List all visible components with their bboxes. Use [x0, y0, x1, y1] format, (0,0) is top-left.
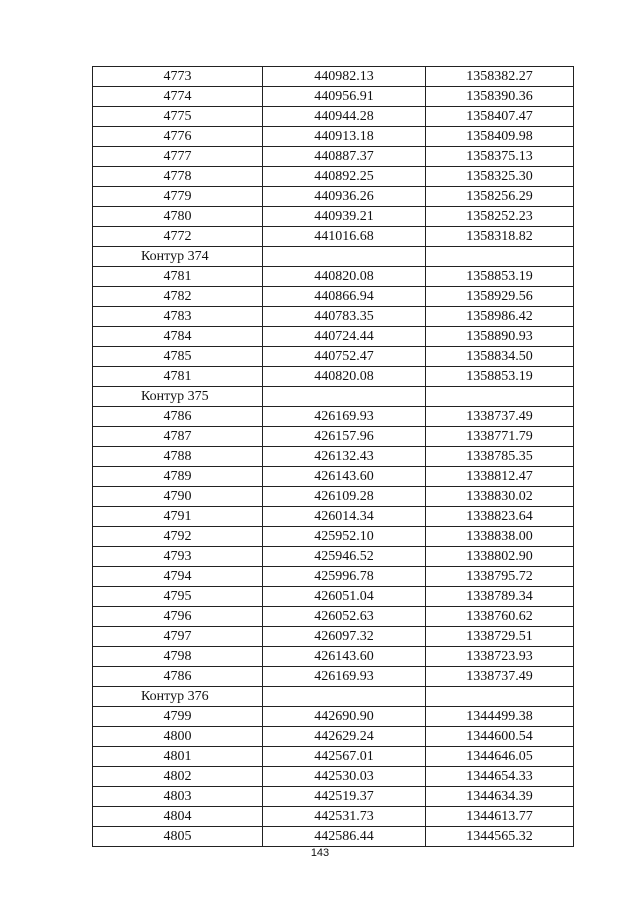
x-coordinate-cell: 442690.90: [263, 707, 426, 727]
y-coordinate-cell: 1338737.49: [426, 667, 574, 687]
table-row: [93, 287, 574, 307]
x-coordinate-cell: 425952.10: [263, 527, 426, 547]
y-coordinate-cell: 1338823.64: [426, 507, 574, 527]
y-coordinate-cell: 1358382.27: [426, 67, 574, 87]
point-number-cell: 4791: [93, 507, 263, 527]
table-row: [93, 447, 574, 467]
table-row: [93, 787, 574, 807]
y-coordinate-cell: 1344600.54: [426, 727, 574, 747]
point-number-cell: 4804: [93, 807, 263, 827]
contour-header-row: [93, 387, 574, 407]
y-coordinate-cell: 1344499.38: [426, 707, 574, 727]
x-coordinate-cell: 426143.60: [263, 647, 426, 667]
empty-cell: [426, 687, 574, 707]
point-number-cell: 4778: [93, 167, 263, 187]
y-coordinate-cell: 1358390.36: [426, 87, 574, 107]
y-coordinate-cell: 1358407.47: [426, 107, 574, 127]
point-number-cell: 4783: [93, 307, 263, 327]
table-row: [93, 367, 574, 387]
contour-label: Контур 374: [93, 247, 263, 267]
point-number-cell: 4772: [93, 227, 263, 247]
x-coordinate-cell: 440887.37: [263, 147, 426, 167]
point-number-cell: 4795: [93, 587, 263, 607]
x-coordinate-cell: 442531.73: [263, 807, 426, 827]
x-coordinate-cell: 442519.37: [263, 787, 426, 807]
point-number-cell: 4805: [93, 827, 263, 847]
x-coordinate-cell: 440939.21: [263, 207, 426, 227]
x-coordinate-cell: 426051.04: [263, 587, 426, 607]
table-row: [93, 67, 574, 87]
table-row: [93, 747, 574, 767]
y-coordinate-cell: 1358409.98: [426, 127, 574, 147]
y-coordinate-cell: 1358318.82: [426, 227, 574, 247]
table-row: [93, 727, 574, 747]
x-coordinate-cell: 426052.63: [263, 607, 426, 627]
table-row: [93, 527, 574, 547]
x-coordinate-cell: 440866.94: [263, 287, 426, 307]
y-coordinate-cell: 1358325.30: [426, 167, 574, 187]
table-row: [93, 307, 574, 327]
coordinates-table: [92, 66, 574, 847]
table-row: [93, 147, 574, 167]
point-number-cell: 4788: [93, 447, 263, 467]
x-coordinate-cell: 426097.32: [263, 627, 426, 647]
table-row: [93, 667, 574, 687]
y-coordinate-cell: 1358986.42: [426, 307, 574, 327]
empty-cell: [263, 687, 426, 707]
x-coordinate-cell: 426132.43: [263, 447, 426, 467]
page-number: 143: [310, 847, 330, 859]
y-coordinate-cell: 1344654.33: [426, 767, 574, 787]
point-number-cell: 4780: [93, 207, 263, 227]
y-coordinate-cell: 1338737.49: [426, 407, 574, 427]
point-number-cell: 4797: [93, 627, 263, 647]
point-number-cell: 4776: [93, 127, 263, 147]
point-number-cell: 4789: [93, 467, 263, 487]
x-coordinate-cell: 442530.03: [263, 767, 426, 787]
table-row: [93, 547, 574, 567]
point-number-cell: 4775: [93, 107, 263, 127]
point-number-cell: 4787: [93, 427, 263, 447]
point-number-cell: 4786: [93, 667, 263, 687]
point-number-cell: 4782: [93, 287, 263, 307]
x-coordinate-cell: 440820.08: [263, 267, 426, 287]
table-row: [93, 607, 574, 627]
point-number-cell: 4794: [93, 567, 263, 587]
y-coordinate-cell: 1358929.56: [426, 287, 574, 307]
x-coordinate-cell: 426143.60: [263, 467, 426, 487]
x-coordinate-cell: 440944.28: [263, 107, 426, 127]
x-coordinate-cell: 440752.47: [263, 347, 426, 367]
x-coordinate-cell: 426014.34: [263, 507, 426, 527]
y-coordinate-cell: 1338830.02: [426, 487, 574, 507]
empty-cell: [263, 247, 426, 267]
y-coordinate-cell: 1358834.50: [426, 347, 574, 367]
x-coordinate-cell: 442586.44: [263, 827, 426, 847]
y-coordinate-cell: 1358853.19: [426, 267, 574, 287]
table-row: [93, 87, 574, 107]
y-coordinate-cell: 1338838.00: [426, 527, 574, 547]
x-coordinate-cell: 440820.08: [263, 367, 426, 387]
table-row: [93, 407, 574, 427]
y-coordinate-cell: 1344565.32: [426, 827, 574, 847]
y-coordinate-cell: 1338785.35: [426, 447, 574, 467]
table-row: [93, 327, 574, 347]
empty-cell: [263, 387, 426, 407]
table-row: [93, 767, 574, 787]
y-coordinate-cell: 1358853.19: [426, 367, 574, 387]
y-coordinate-cell: 1344634.39: [426, 787, 574, 807]
contour-header-row: [93, 247, 574, 267]
table-row: [93, 427, 574, 447]
x-coordinate-cell: 440956.91: [263, 87, 426, 107]
table-row: [93, 127, 574, 147]
x-coordinate-cell: 426109.28: [263, 487, 426, 507]
point-number-cell: 4784: [93, 327, 263, 347]
x-coordinate-cell: 441016.68: [263, 227, 426, 247]
y-coordinate-cell: 1338729.51: [426, 627, 574, 647]
y-coordinate-cell: 1358252.23: [426, 207, 574, 227]
y-coordinate-cell: 1338802.90: [426, 547, 574, 567]
point-number-cell: 4792: [93, 527, 263, 547]
table-row: [93, 487, 574, 507]
table-row: [93, 467, 574, 487]
coordinates-table-body: [93, 67, 574, 847]
x-coordinate-cell: 425996.78: [263, 567, 426, 587]
point-number-cell: 4785: [93, 347, 263, 367]
table-row: [93, 567, 574, 587]
x-coordinate-cell: 426157.96: [263, 427, 426, 447]
table-row: [93, 627, 574, 647]
x-coordinate-cell: 426169.93: [263, 407, 426, 427]
point-number-cell: 4790: [93, 487, 263, 507]
x-coordinate-cell: 442629.24: [263, 727, 426, 747]
table-row: [93, 587, 574, 607]
contour-label: Контур 375: [93, 387, 263, 407]
point-number-cell: 4796: [93, 607, 263, 627]
table-row: [93, 207, 574, 227]
x-coordinate-cell: 440913.18: [263, 127, 426, 147]
x-coordinate-cell: 440982.13: [263, 67, 426, 87]
contour-header-row: [93, 687, 574, 707]
table-row: [93, 707, 574, 727]
x-coordinate-cell: 442567.01: [263, 747, 426, 767]
y-coordinate-cell: 1358256.29: [426, 187, 574, 207]
x-coordinate-cell: 440892.25: [263, 167, 426, 187]
table-row: [93, 187, 574, 207]
point-number-cell: 4801: [93, 747, 263, 767]
table-row: [93, 267, 574, 287]
table-row: [93, 507, 574, 527]
table-row: [93, 807, 574, 827]
point-number-cell: 4799: [93, 707, 263, 727]
table-row: [93, 107, 574, 127]
x-coordinate-cell: 440783.35: [263, 307, 426, 327]
contour-label: Контур 376: [93, 687, 263, 707]
x-coordinate-cell: 425946.52: [263, 547, 426, 567]
point-number-cell: 4802: [93, 767, 263, 787]
point-number-cell: 4774: [93, 87, 263, 107]
x-coordinate-cell: 440724.44: [263, 327, 426, 347]
y-coordinate-cell: 1338771.79: [426, 427, 574, 447]
point-number-cell: 4779: [93, 187, 263, 207]
point-number-cell: 4800: [93, 727, 263, 747]
table-row: [93, 227, 574, 247]
empty-cell: [426, 247, 574, 267]
point-number-cell: 4781: [93, 267, 263, 287]
point-number-cell: 4773: [93, 67, 263, 87]
y-coordinate-cell: 1358890.93: [426, 327, 574, 347]
x-coordinate-cell: 426169.93: [263, 667, 426, 687]
point-number-cell: 4781: [93, 367, 263, 387]
table-row: [93, 827, 574, 847]
table-row: [93, 347, 574, 367]
y-coordinate-cell: 1338760.62: [426, 607, 574, 627]
y-coordinate-cell: 1338789.34: [426, 587, 574, 607]
point-number-cell: 4798: [93, 647, 263, 667]
point-number-cell: 4803: [93, 787, 263, 807]
y-coordinate-cell: 1338795.72: [426, 567, 574, 587]
table-row: [93, 647, 574, 667]
empty-cell: [426, 387, 574, 407]
point-number-cell: 4793: [93, 547, 263, 567]
y-coordinate-cell: 1358375.13: [426, 147, 574, 167]
table-row: [93, 167, 574, 187]
x-coordinate-cell: 440936.26: [263, 187, 426, 207]
y-coordinate-cell: 1344613.77: [426, 807, 574, 827]
y-coordinate-cell: 1338812.47: [426, 467, 574, 487]
point-number-cell: 4777: [93, 147, 263, 167]
point-number-cell: 4786: [93, 407, 263, 427]
y-coordinate-cell: 1338723.93: [426, 647, 574, 667]
y-coordinate-cell: 1344646.05: [426, 747, 574, 767]
